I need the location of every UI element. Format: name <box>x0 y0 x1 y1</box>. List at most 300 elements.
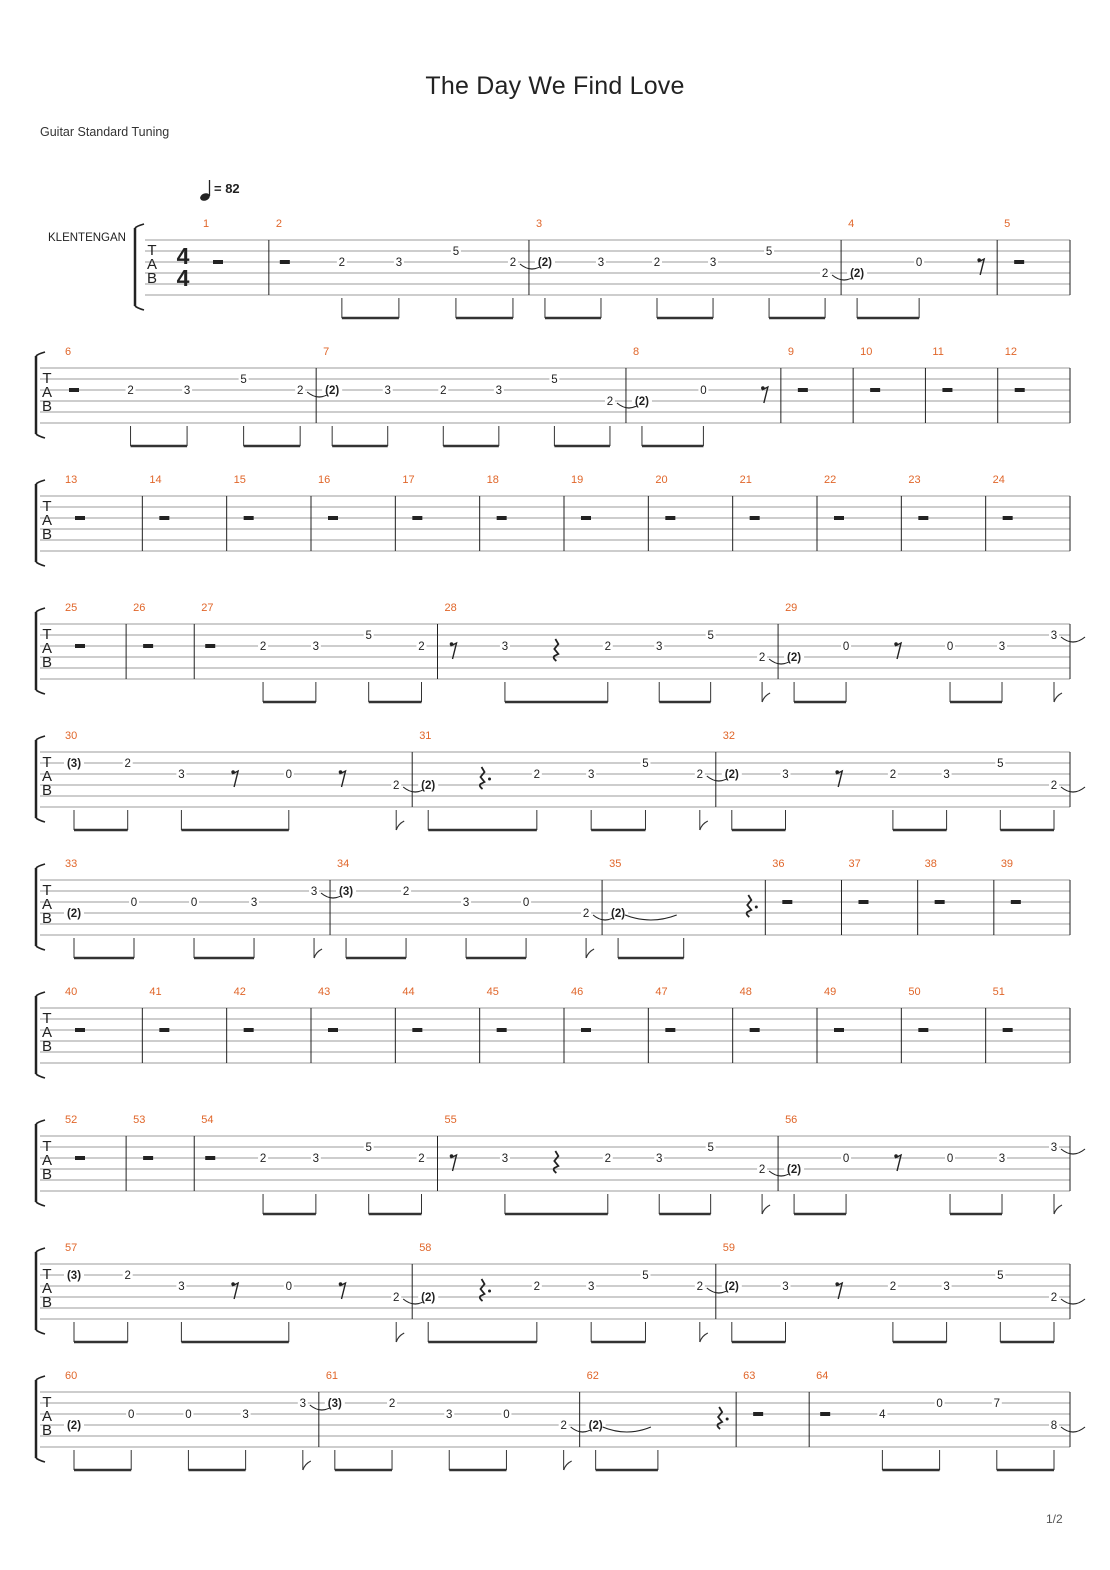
measure-42 <box>234 986 254 1032</box>
measure-49 <box>824 986 844 1032</box>
measure-4 <box>847 218 984 318</box>
fret-number: 5 <box>707 1142 714 1154</box>
measure-47 <box>655 986 675 1032</box>
bracket-top-hook <box>36 480 45 484</box>
note-flag <box>700 821 708 830</box>
measure-59 <box>722 1242 1085 1342</box>
measure-11 <box>932 346 952 392</box>
tab-clef-letter: T <box>42 1394 52 1411</box>
fret-number: 3 <box>1050 1142 1058 1154</box>
tab-clef-letter: B <box>41 398 53 415</box>
fret-number: 3 <box>242 1409 249 1421</box>
whole-rest-icon <box>798 388 808 392</box>
fret-number: 2 <box>696 769 704 781</box>
fret-number: 3 <box>312 641 320 653</box>
measure-35 <box>608 858 758 958</box>
measure-53 <box>133 1114 153 1160</box>
tab-clef-letter: A <box>41 640 53 657</box>
fret-number: 3 <box>998 1153 1006 1165</box>
tab-clef-letter: A <box>41 1280 53 1297</box>
tab-clef-letter: T <box>42 498 52 515</box>
measure-number: 6 <box>65 346 72 358</box>
fret-number: 3 <box>656 641 663 653</box>
measure-number: 22 <box>824 474 837 486</box>
measure-number: 28 <box>444 602 457 614</box>
measure-18 <box>487 474 507 520</box>
whole-rest-icon <box>328 516 338 520</box>
measure-48 <box>740 986 760 1032</box>
fret-number: 5 <box>997 1270 1004 1282</box>
fret-number: (2) <box>588 1420 603 1432</box>
fret-number: 0 <box>130 897 138 909</box>
measure-51 <box>993 986 1013 1032</box>
bracket-bottom-hook <box>36 1458 45 1462</box>
page-number: 1/2 <box>1046 1512 1063 1526</box>
note-flag <box>700 1333 708 1342</box>
tie-arc <box>603 1427 651 1432</box>
bracket-bottom-hook <box>36 690 45 694</box>
fret-number: 2 <box>533 769 541 781</box>
tab-clef-letter: B <box>41 1422 53 1439</box>
tab-clef-letter: B <box>41 1038 53 1055</box>
measure-number: 3 <box>535 218 543 230</box>
fret-number: (2) <box>634 396 649 408</box>
fret-number: 5 <box>452 246 460 258</box>
fret-number: 2 <box>124 758 131 770</box>
whole-rest-icon <box>918 1028 928 1032</box>
tab-clef-letter: A <box>41 768 53 785</box>
measure-number: 61 <box>325 1370 339 1382</box>
measure-1 <box>203 218 223 264</box>
half-rest-icon <box>205 1156 215 1160</box>
measure-number: 60 <box>65 1370 78 1382</box>
bracket-bottom-hook <box>36 562 45 566</box>
measure-22 <box>824 474 844 520</box>
system-5 <box>36 730 1085 830</box>
measure-number: 42 <box>233 986 246 998</box>
note-flag <box>314 949 322 958</box>
measure-number: 29 <box>785 602 798 614</box>
fret-number: 5 <box>642 758 649 770</box>
tab-clef-letter: A <box>41 512 53 529</box>
fret-number: 3 <box>587 1281 595 1293</box>
fret-number: 3 <box>395 257 403 269</box>
fret-number: (3) <box>66 758 82 770</box>
measure-54 <box>201 1114 426 1214</box>
fret-number: 0 <box>503 1409 510 1421</box>
note-flag <box>762 1205 770 1214</box>
tie-arc <box>1061 637 1085 642</box>
fret-number: 3 <box>446 1409 453 1421</box>
fret-number: 0 <box>285 769 293 781</box>
fret-number: 0 <box>285 1281 293 1293</box>
fret-number: 3 <box>312 1153 320 1165</box>
tie-arc <box>1061 1299 1085 1304</box>
measure-number: 35 <box>609 858 622 870</box>
track-name: KLENTENGAN <box>48 232 126 244</box>
measure-number: 64 <box>816 1370 829 1382</box>
whole-rest-icon <box>75 644 85 648</box>
measure-30 <box>64 730 427 830</box>
measure-number: 34 <box>337 858 350 870</box>
measure-39 <box>1001 858 1021 904</box>
fret-number: 3 <box>501 1153 509 1165</box>
measure-number: 16 <box>318 474 331 486</box>
note-flag <box>1054 693 1062 702</box>
fret-number: 2 <box>338 257 346 269</box>
measure-33 <box>64 858 345 958</box>
measure-50 <box>908 986 928 1032</box>
measure-number: 49 <box>824 986 837 998</box>
measure-number: 18 <box>486 474 499 486</box>
measure-2 <box>276 218 544 318</box>
measure-number: 1 <box>203 218 210 230</box>
whole-rest-icon <box>870 388 880 392</box>
measure-45 <box>487 986 507 1032</box>
bracket-top-hook <box>36 736 45 740</box>
tab-clef-letter: B <box>41 1294 53 1311</box>
fret-number: 2 <box>533 1281 541 1293</box>
measure-number: 15 <box>233 474 246 486</box>
fret-number: 5 <box>997 758 1004 770</box>
measure-number: 24 <box>992 474 1005 486</box>
measure-number: 50 <box>908 986 921 998</box>
measure-14 <box>149 474 169 520</box>
whole-rest-icon <box>1014 260 1024 264</box>
measure-number: 8 <box>632 346 640 358</box>
fret-number: 5 <box>707 630 714 642</box>
measure-3 <box>535 218 856 318</box>
fret-number: 2 <box>604 1153 611 1165</box>
fret-number: 2 <box>440 385 447 397</box>
measure-58 <box>418 1242 731 1342</box>
tie-arc <box>1061 1149 1085 1154</box>
tab-clef-letter: T <box>42 1266 52 1283</box>
fret-number: (3) <box>339 886 354 898</box>
measure-number: 40 <box>65 986 78 998</box>
whole-rest-icon <box>497 516 507 520</box>
fret-number: 5 <box>365 630 372 642</box>
fret-number: 2 <box>758 1164 766 1176</box>
fret-number: 2 <box>392 780 400 792</box>
measure-number: 45 <box>486 986 499 998</box>
measure-number: 55 <box>444 1114 457 1126</box>
rest-dot <box>755 906 758 909</box>
measure-64 <box>816 1370 1085 1470</box>
fret-number: 2 <box>560 1420 567 1432</box>
time-signature-bottom: 4 <box>176 265 190 291</box>
fret-number: (2) <box>724 769 739 781</box>
measure-number: 57 <box>65 1242 78 1254</box>
fret-number: 3 <box>597 257 605 269</box>
measure-number: 20 <box>655 474 668 486</box>
measure-number: 13 <box>65 474 78 486</box>
measure-31 <box>418 730 731 830</box>
fret-number: 2 <box>259 641 267 653</box>
bracket-bottom-hook <box>36 946 45 950</box>
measure-5 <box>1004 218 1024 264</box>
whole-rest-icon <box>782 900 792 904</box>
measure-9 <box>788 346 808 392</box>
fret-number: 0 <box>522 897 530 909</box>
fret-number: 3 <box>782 1281 789 1293</box>
time-signature-top: 4 <box>176 243 190 269</box>
tab-clef-letter: T <box>42 754 52 771</box>
whole-rest-icon <box>244 1028 254 1032</box>
measure-number: 47 <box>655 986 668 998</box>
quarter-rest-icon <box>480 767 485 789</box>
bracket-top-hook <box>36 1376 45 1380</box>
whole-rest-icon <box>159 1028 169 1032</box>
fret-number: 5 <box>551 374 558 386</box>
fret-number: 2 <box>696 1281 704 1293</box>
fret-number: 3 <box>587 769 595 781</box>
fret-number: 0 <box>936 1398 943 1410</box>
measure-number: 41 <box>149 986 162 998</box>
tie-arc <box>1061 1427 1085 1432</box>
fret-number: 3 <box>462 897 470 909</box>
measure-60 <box>64 1370 334 1470</box>
tempo-value: = 82 <box>214 181 240 196</box>
whole-rest-icon <box>143 1156 153 1160</box>
fret-number: 0 <box>700 385 707 397</box>
fret-number: 0 <box>128 1409 135 1421</box>
fret-number: (3) <box>327 1398 342 1410</box>
fret-number: 2 <box>388 1398 396 1410</box>
tie-arc <box>625 915 677 920</box>
fret-number: 0 <box>842 641 850 653</box>
tab-clef-letter: A <box>41 896 53 913</box>
tab-clef-letter: T <box>42 626 52 643</box>
tab-clef-letter: T <box>42 1010 52 1027</box>
note-flag <box>396 1333 404 1342</box>
system-8 <box>36 1114 1085 1214</box>
measure-25 <box>65 602 85 648</box>
fret-number: 2 <box>604 641 611 653</box>
tab-clef-letter: A <box>146 256 158 273</box>
measure-number: 2 <box>275 218 282 230</box>
measure-10 <box>860 346 880 392</box>
system-1 <box>135 218 1070 318</box>
tab-clef-letter: B <box>41 1166 53 1183</box>
measure-36 <box>772 858 792 904</box>
whole-rest-icon <box>753 1412 763 1416</box>
bracket-top-hook <box>36 864 45 868</box>
fret-number: (2) <box>787 652 802 664</box>
fret-number: 2 <box>582 908 590 920</box>
measure-number: 26 <box>133 602 146 614</box>
whole-rest-icon <box>412 1028 422 1032</box>
whole-rest-icon <box>935 900 945 904</box>
bracket-top-hook <box>36 352 45 356</box>
whole-rest-icon <box>665 1028 675 1032</box>
fret-number: (2) <box>66 1420 82 1432</box>
measure-number: 36 <box>772 858 785 870</box>
fret-number: 0 <box>185 1409 192 1421</box>
whole-rest-icon <box>412 516 422 520</box>
tab-clef-letter: A <box>41 384 53 401</box>
fret-number: 2 <box>296 385 304 397</box>
quarter-rest-icon <box>554 1151 559 1173</box>
fret-number: 4 <box>879 1409 886 1421</box>
bracket-bottom-hook <box>36 1074 45 1078</box>
fret-number: (2) <box>421 780 436 792</box>
bracket-top-hook <box>36 608 45 612</box>
whole-rest-icon <box>143 644 153 648</box>
measure-57 <box>64 1242 427 1342</box>
bracket-top-hook <box>36 1248 45 1252</box>
measure-number: 30 <box>65 730 78 742</box>
measure-number: 53 <box>133 1114 146 1126</box>
measure-55 <box>445 1114 794 1214</box>
quarter-rest-icon <box>717 1407 722 1429</box>
fret-number: 0 <box>842 1153 850 1165</box>
score-title: The Day We Find Love <box>425 72 685 100</box>
fret-number: 3 <box>656 1153 663 1165</box>
measure-32 <box>722 730 1085 830</box>
measure-number: 33 <box>65 858 78 870</box>
tab-clef-letter: B <box>146 270 158 287</box>
fret-number: 3 <box>998 641 1006 653</box>
measure-number: 23 <box>908 474 921 486</box>
system-7 <box>36 986 1070 1078</box>
whole-rest-icon <box>942 388 952 392</box>
measure-number: 56 <box>785 1114 798 1126</box>
measure-44 <box>402 986 422 1032</box>
note-flag <box>1054 1205 1062 1214</box>
fret-number: 3 <box>1050 630 1058 642</box>
measure-40 <box>65 986 85 1032</box>
measure-63 <box>743 1370 763 1416</box>
measure-number: 63 <box>743 1370 756 1382</box>
fret-number: 3 <box>943 769 950 781</box>
measure-number: 5 <box>1004 218 1011 230</box>
measure-37 <box>848 858 868 904</box>
measure-number: 14 <box>149 474 162 486</box>
fret-number: 3 <box>782 769 789 781</box>
fret-number: 2 <box>124 1270 131 1282</box>
fret-number: 2 <box>418 641 425 653</box>
quarter-rest-icon <box>480 1279 485 1301</box>
fret-number: (3) <box>66 1270 82 1282</box>
fret-number: 2 <box>606 396 614 408</box>
measure-19 <box>571 474 591 520</box>
measure-16 <box>318 474 338 520</box>
measure-number: 38 <box>924 858 937 870</box>
fret-number: 3 <box>178 1281 185 1293</box>
fret-number: 5 <box>642 1270 649 1282</box>
whole-rest-icon <box>834 516 844 520</box>
note-flag <box>586 949 594 958</box>
bracket-top-hook <box>36 1120 45 1124</box>
whole-rest-icon <box>75 516 85 520</box>
tab-clef-letter: T <box>147 242 157 259</box>
bracket-bottom-hook <box>36 1330 45 1334</box>
measure-number: 48 <box>739 986 752 998</box>
fret-number: (2) <box>325 385 340 397</box>
bracket-bottom-hook <box>135 306 144 310</box>
measure-number: 59 <box>722 1242 736 1254</box>
whole-rest-icon <box>918 516 928 520</box>
whole-rest-icon <box>1015 388 1025 392</box>
system-6 <box>36 858 1070 958</box>
measure-26 <box>133 602 153 648</box>
fret-number: (2) <box>724 1281 739 1293</box>
whole-rest-icon <box>834 1028 844 1032</box>
fret-number: 0 <box>190 897 198 909</box>
system-2 <box>36 346 1070 446</box>
measure-21 <box>740 474 760 520</box>
whole-rest-icon <box>75 1156 85 1160</box>
fret-number: 2 <box>653 257 661 269</box>
fret-number: 2 <box>509 257 517 269</box>
tuning-label: Guitar Standard Tuning <box>40 125 170 139</box>
fret-number: (2) <box>421 1292 436 1304</box>
measure-41 <box>149 986 169 1032</box>
measure-number: 62 <box>586 1370 599 1382</box>
measure-46 <box>571 986 591 1032</box>
system-3 <box>36 474 1070 566</box>
fret-number: 2 <box>392 1292 400 1304</box>
tab-clef-letter: A <box>41 1152 53 1169</box>
fret-number: 3 <box>495 385 503 397</box>
fret-number: 3 <box>250 897 258 909</box>
bracket-top-hook <box>36 992 45 996</box>
measure-34 <box>336 858 617 958</box>
note-flag <box>762 693 770 702</box>
fret-number: 2 <box>821 268 829 280</box>
tab-clef-letter: A <box>41 1408 53 1425</box>
bracket-bottom-hook <box>36 818 45 822</box>
measure-number: 43 <box>318 986 331 998</box>
measure-56 <box>784 1114 1085 1214</box>
fret-number: 0 <box>946 641 954 653</box>
measure-52 <box>65 1114 85 1160</box>
fret-number: 2 <box>889 1281 897 1293</box>
whole-rest-icon <box>750 1028 760 1032</box>
fret-number: 5 <box>765 246 773 258</box>
fret-number: 5 <box>240 374 247 386</box>
fret-number: 2 <box>1050 1292 1058 1304</box>
measure-number: 51 <box>992 986 1005 998</box>
measure-62 <box>586 1370 729 1470</box>
system-10 <box>36 1370 1085 1470</box>
measure-number: 21 <box>739 474 752 486</box>
measure-20 <box>655 474 675 520</box>
tab-clef-letter: T <box>42 1138 52 1155</box>
whole-rest-icon <box>1011 900 1021 904</box>
fret-number: (2) <box>611 908 626 920</box>
measure-number: 32 <box>722 730 736 742</box>
fret-number: (2) <box>787 1164 802 1176</box>
fret-number: 2 <box>889 769 897 781</box>
measure-29 <box>784 602 1085 702</box>
half-rest-icon <box>820 1412 830 1416</box>
fret-number: 3 <box>501 641 509 653</box>
whole-rest-icon <box>1003 1028 1013 1032</box>
quarter-rest-icon <box>747 895 752 917</box>
measure-17 <box>402 474 422 520</box>
fret-number: 7 <box>993 1398 1000 1410</box>
fret-number: 3 <box>178 769 185 781</box>
rest-dot <box>726 1418 729 1421</box>
bracket-bottom-hook <box>36 434 45 438</box>
measure-number: 4 <box>848 218 855 230</box>
rest-dot <box>488 1290 491 1293</box>
whole-rest-icon <box>244 516 254 520</box>
system-4 <box>36 602 1085 702</box>
bracket-bottom-hook <box>36 1202 45 1206</box>
